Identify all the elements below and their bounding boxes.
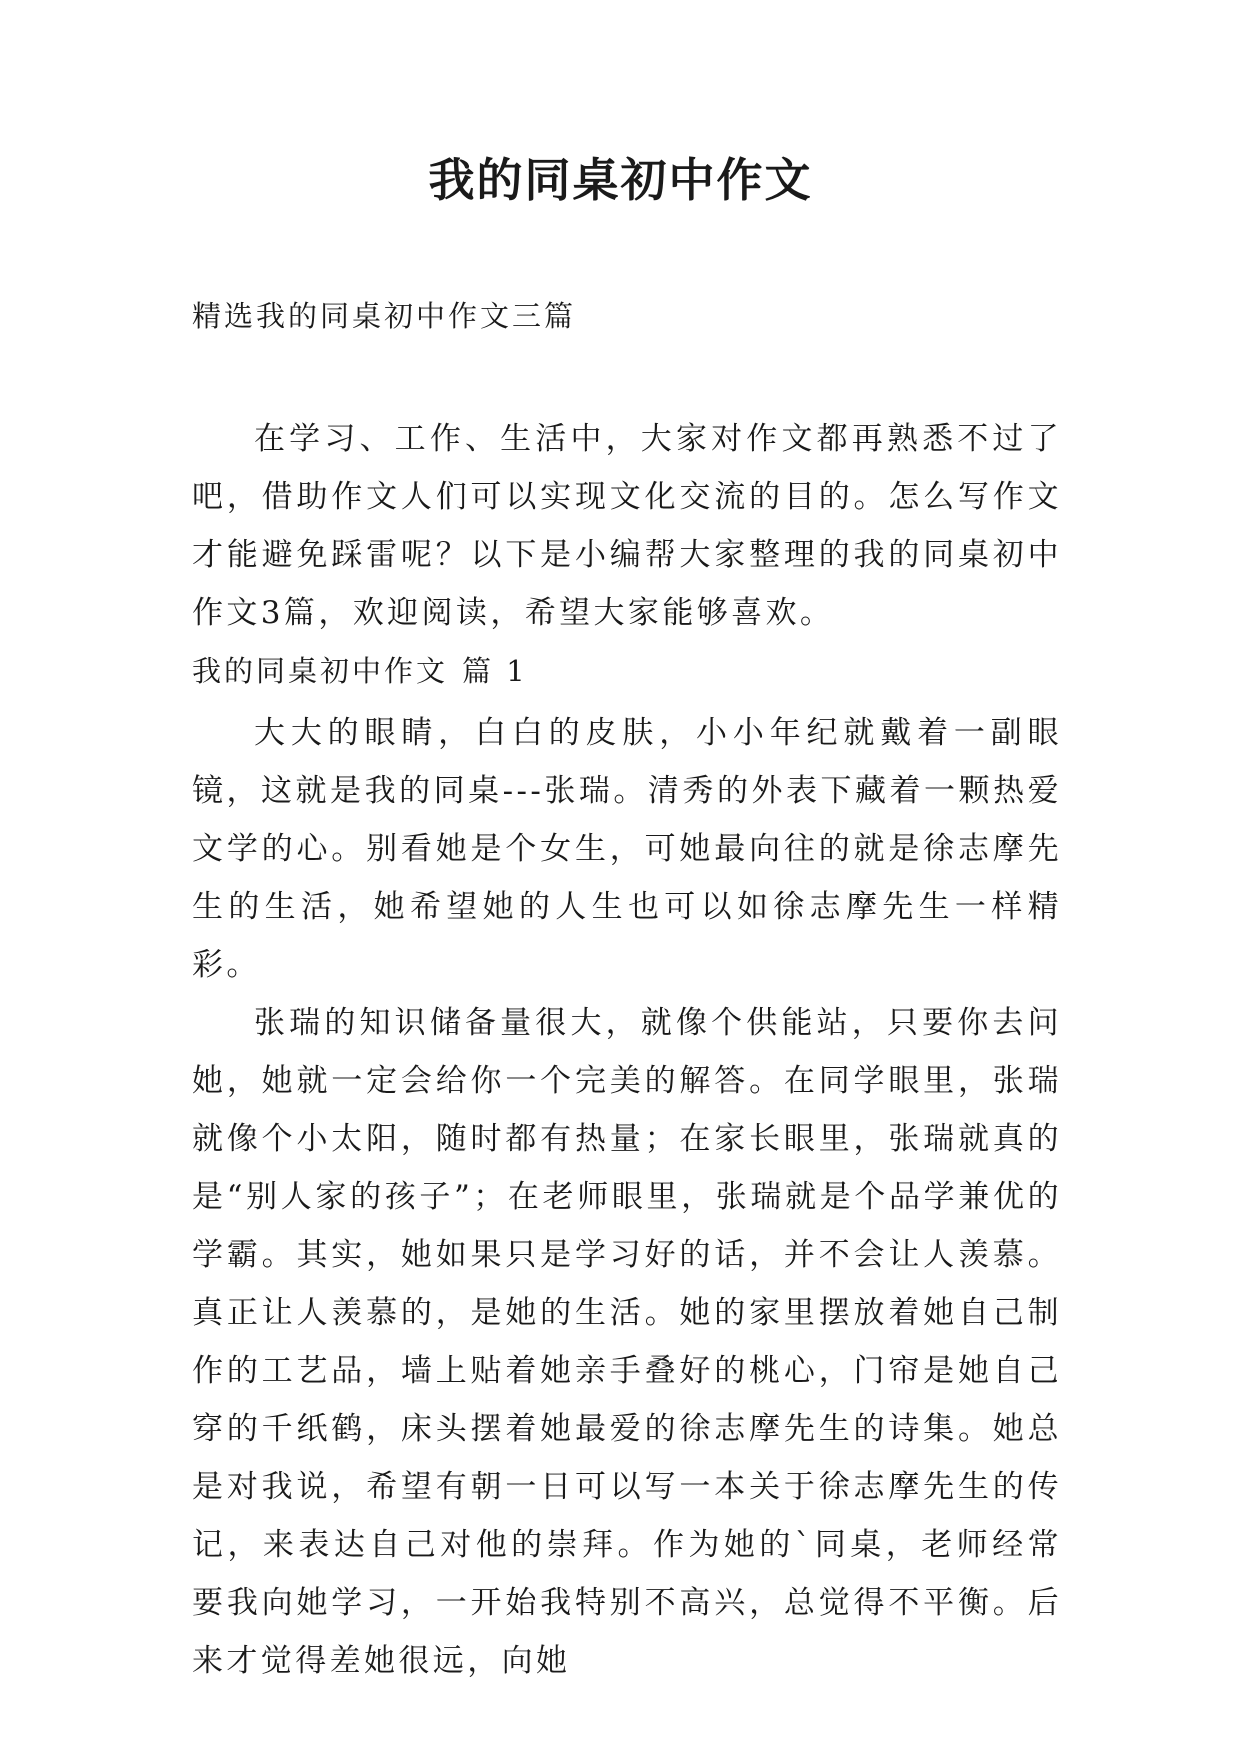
body-paragraph-2: 张瑞的知识储备量很大，就像个供能站，只要你去问她，她就一定会给你一个完美的解答。在同学眼里，张瑞就像个小太阳，随时都有热量；在家长眼里，张瑞就真的是“别人家的孩子”；在老师眼里，张瑞就是个品学兼优的学霸。其实，她如果只是学习好的话，并不会让人羡慕。真正让人羡慕的，是她的生活。她的家里摆放着她自己制作的工艺品，墙上贴着她亲手叠好的桃心，门帘是她自己穿的千纸鹤，床头摆着她最爱的徐志摩先生的诗集。她总是对我说，希望有朝一日可以写一本关于徐志摩先生的传记，来表达自己对他的崇拜。作为她的`同桌，老师经常要我向她学习，一开始我特别不高兴，总觉得不平衡。后来才觉得差她很远，向她 [192, 1005, 1062, 1679]
document-title: 我的同桌初中作文 [428, 153, 813, 207]
document-body [192, 410, 1062, 1690]
document-subtitle: 精选我的同桌初中作文三篇 [192, 299, 577, 333]
section-heading-label: 篇 1 [462, 654, 528, 688]
section-heading [192, 642, 1062, 704]
body-paragraph-1: 大大的眼睛，白白的皮肤，小小年纪就戴着一副眼镜，这就是我的同桌---张瑞。清秀的外表下藏着一颗热爱文学的心。别看她是个女生，可她最向往的就是徐志摩先生的生活，她希望她的人生也可以如徐志摩先生一样精彩。 [192, 715, 1062, 983]
section-heading-text: 我的同桌初中作文 [192, 654, 449, 688]
intro-paragraph: 在学习、工作、生活中，大家对作文都再熟悉不过了吧，借助作文人们可以实现文化交流的目的。怎么写作文才能避免踩雷呢？以下是小编帮大家整理的我的同桌初中作文3篇，欢迎阅读，希望大家能够喜欢。 [192, 421, 1062, 631]
